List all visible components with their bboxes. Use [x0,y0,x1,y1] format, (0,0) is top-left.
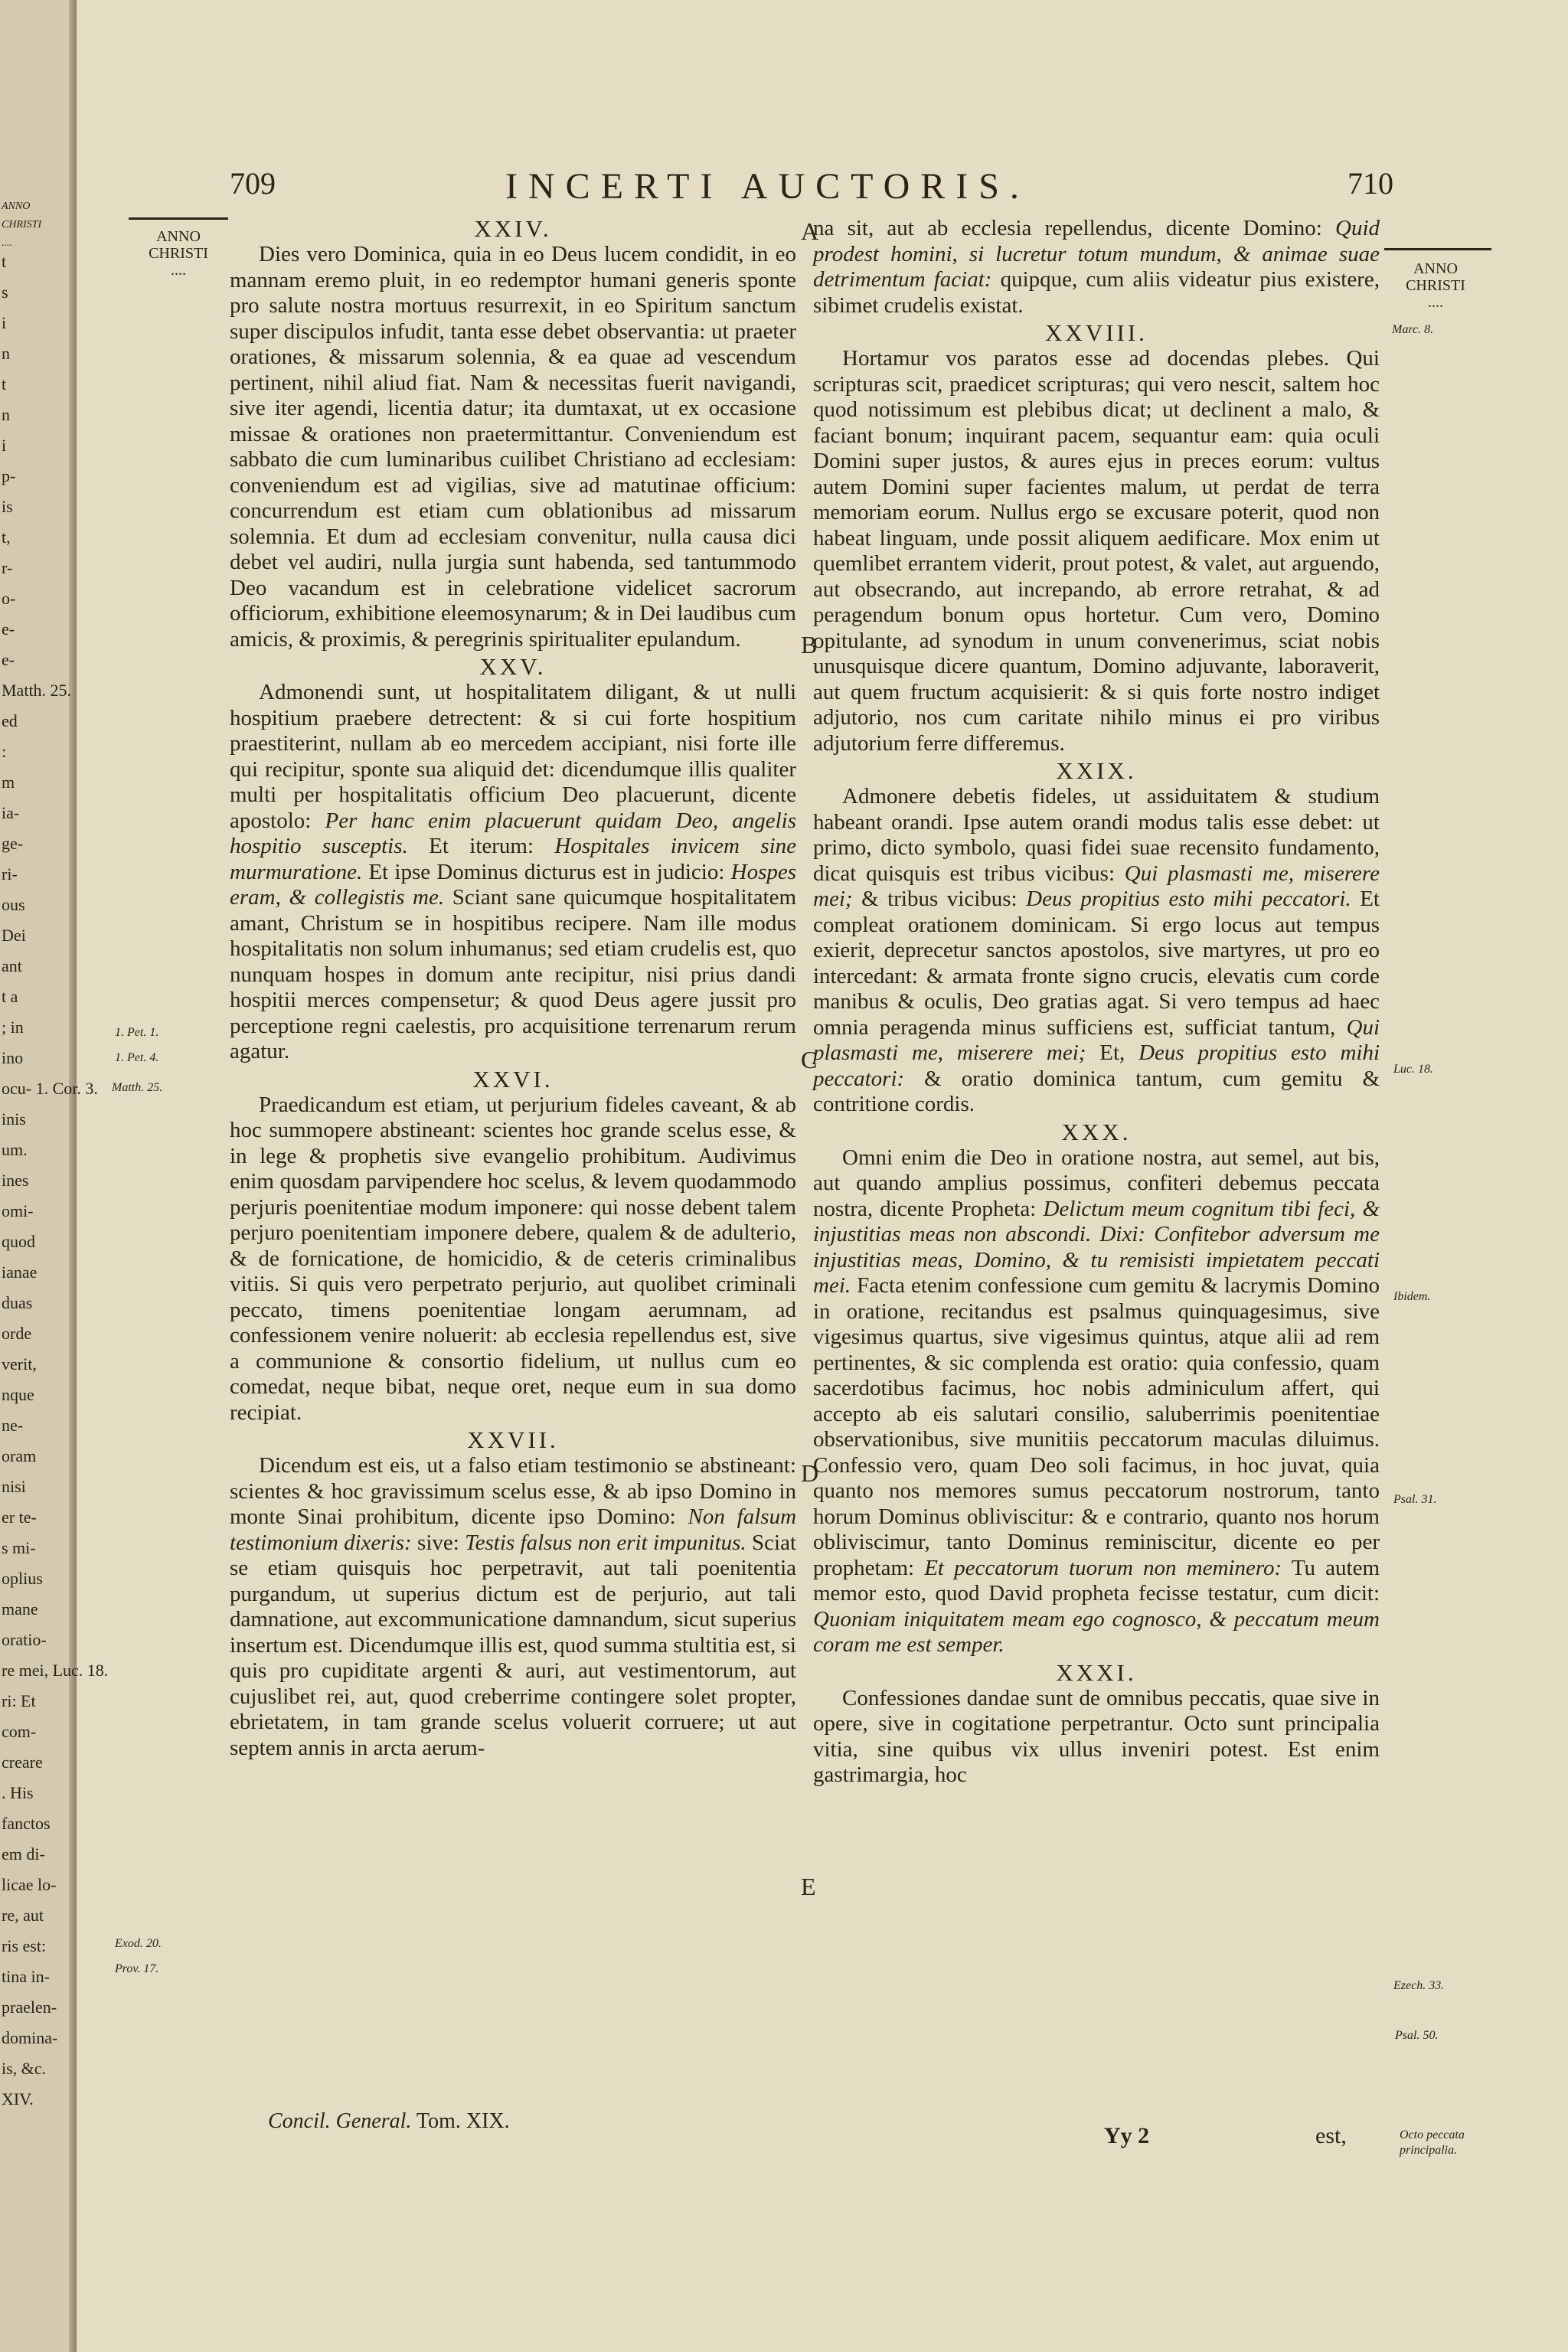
year-placeholder: .... [171,262,186,279]
facing-page-fragment: is [2,497,13,516]
quotation: Delictum meum cognitum tibi feci, & injustitias meas non abscondi. Dixi: Confitebor adversum me injustitias meas, Domino, & tu remisisti impietatem peccati mei. [813,1196,1380,1298]
paragraph-xxx: Omni enim die Deo in oratione nostra, aut semel, aut bis, aut quando amplius possimus, confiteri debemus peccata nostra, dicente Propheta: Delictum meum cognitum tibi feci, & injustitias meas non abscondi. Dixi: Confitebor adversum me injustitias meas, Domino, & tu remisisti impietatem peccati mei. Facta etenim confessione cum gemitu & lacrymis Domino in oratione, recitandus est psalmus quinquagesimus, sive vigesimus quartus, sive vigesimus quintus, atque alii ad rem pertinentes, & sic complenda est oratio: quia confessio, quam sacerdotibus facimus, hoc nobis adminiculum affert, qui accepto ab eis salutari consilio, saluberrimis poenitentiae observationibus, sive munitiis peccatorum maculas diluimus. Confessio vero, quam Deo soli facimus, in hoc juvat, quia quanto nos memores sumus peccatorum nostrorum, tanto horum Dominus obliviscitur: & e contrario, quanto nos horum obliviscimur, tanto Dominus reminiscitur, dicente eo per prophetam: Et peccatorum tuorum non meminero: Tu autem memor esto, quod David propheta fecisse testatur, cum dicit: Quoniam iniquitatem meam ego cognosco, & peccatum meum coram me est semper. [813,1145,1380,1657]
facing-page-fragment: .... [2,237,12,249]
facing-page-fragment: ino [2,1048,24,1067]
section-heading-xxxi: XXXI. [1056,1658,1137,1686]
facing-page-fragment: re, aut [2,1906,44,1925]
facing-page-fragment: . His [2,1783,34,1802]
facing-page-fragment: ris est: [2,1936,47,1955]
side-note-prov-17: Prov. 17. [115,1962,159,1975]
quotation: Non falsum testimonium dixeris: [230,1504,797,1555]
facing-page-fragment: r- [2,558,13,577]
anno-label: ANNO [156,228,201,245]
paragraph-xxix: Admonere debetis fideles, ut assiduitatem & studium habeant orandi. Ipse autem orandi modus talis esse debet: ut primo, dicto symbolo, quasi fidei suae recensito fundamento, dicat quisquis est tribus vicibus: Qui plasmasti me, miserere mei; & tribus vicibus: Deus propitius esto mihi peccatori. Et compleat orationem dominicam. Si ergo locus aut tempus exierit, deprecetur sanctos apostolos, sive martyres, ut pro eo intercedant: & armata fronte signo crucis, elevatis cum corde manibus & oculis, Deo gratias agat. Si vero tempus ad haec omnia peragenda minus sufficiens est, sufficiat tantum, Qui plasmasti me, miserere mei; Et, Deus propitius esto mihi peccatori: & oratio dominica tantum, cum gemitu & contritione cordis. [813,784,1380,1116]
section-heading-xxx: XXX. [1061,1118,1132,1145]
facing-page-fragment: licae lo- [2,1875,57,1894]
footer-series: Concil. General. [268,2109,412,2133]
paragraph-xxvii: Dicendum est eis, ut a falso etiam testimonio se abstineant: scientes & hoc gravissimum scelus esse, & ab ipso Domino in monte Sinai prohibitum, dicente ipso Domino: Non falsum testimonium dixeris: sive: Testis falsus non erit impunitus. Sciat se etiam quisquis hoc perpetravit, aut tali poenitentia purgandum, ut superius dictum est de perjurio, aut tali damnatione, aut excommunicatione damnandum, sicut superius insertum est. Dicendumque illis est, quod summa stultitia est, si quis pro cupiditate argenti & auri, aut vestimentorum, aut cujuslibet rei, aut, quod creberrime contingere solet propter, ebrietatem, in tam grande scelus voluerit corruere; ut aut septem annis in arcta aerum- [230,1453,797,1760]
paragraph-xxv: Admonendi sunt, ut hospitalitatem diligant, & ut nulli hospitium praebere detrectent: & si cui forte hospitium praestiterint, nullam ab eo mercedem accipiant, nisi forte ille qui recipitur, sponte sua aliquid det: dicendumque illis qualiter multi per hospitalitatis officium Deo placuerunt, dicente apostolo: Per hanc enim placuerunt quidam Deo, angelis hospitio susceptis. Et iterum: Hospitales invicem sine murmuratione. Et ipse Dominus dicturus est in judicio: Hospes eram, & collegistis me. Sciant sane quicumque hospitalitatem amant, Christum se in hospitibus recipere. Nam ille modus hospitalitatis non solum inhumanus; sed etiam crudelis est, quo nunquam hospes in domum ante recipitur, nisi prius dandi hospitii merces compensetur; & quod Deus agere jussit pro perceptione regni caelestis, pro acquisitione terrenarum rerum agatur. [230,680,797,1063]
quotation: Deus propitius esto mihi peccatori. [1026,887,1351,911]
facing-page-fragment: t a [2,987,18,1006]
side-note-luc-18: Luc. 18. [1393,1063,1433,1076]
quotation: Quoniam iniquitatem meam ego cognosco, & peccatum meum coram me est semper. [813,1606,1380,1657]
paragraph-xxvi: Praedicandum est etiam, ut perjurium fideles caveant, & ab hoc summopere abstineant: scientes hoc grande scelus esse, & in lege & prophetis sive evangelio prohibitum. Audivimus enim quosdam parvipendere hoc scelus, & levem quodammodo perjuris poenitentiae modum imponere: qui nosse debent talem perjuro poenitentiam imponere debere, qualem & de adulterio, & de fornicatione, de homicidio, & de ceteris criminalibus vitiis. Si quis vero perpetrato perjurio, aut quolibet criminali peccato, timens poenitentiae longam aerumnam, ad confessionem venire noluerit: ab ecclesia repellendus est, sive a communione & consortio fidelium, ut nullus cum eo comedat, neque bibat, neque oret, neque eum in sua domo recipiat. [230,1092,796,1425]
facing-page-fragment: tina in- [2,1967,50,1986]
facing-page-fragment: ant [2,956,22,975]
right-column [813,216,1380,1788]
anno-christi-right [1393,260,1478,311]
facing-page-fragment: mane [2,1599,38,1619]
facing-page-fragment: creare [2,1753,43,1772]
facing-page-fragment: ge- [2,834,24,853]
section-heading-xxvi: XXVI. [472,1065,554,1093]
facing-page-fragment: ri: Et [2,1691,36,1710]
quotation: Et peccatorum tuorum non meminero: [924,1555,1282,1580]
christi-label: CHRISTI [1406,277,1465,294]
facing-page-fragment: ous [2,895,25,914]
facing-page-fragment: p- [2,466,16,485]
facing-page-fragment: CHRISTI [2,219,42,230]
section-heading-xxiv: XXIV. [474,215,552,242]
anno-rule-right [1384,248,1491,250]
facing-page-fragment: n [2,344,10,363]
running-title: INCERTI AUCTORIS. [505,166,1030,207]
facing-page-fragment: ANNO [2,201,31,212]
facing-page-edge [0,0,109,2352]
facing-page-fragment: ri- [2,864,18,884]
side-note-matth-25: Matth. 25. [112,1081,163,1094]
facing-page-fragment: i [2,313,7,332]
footer-tome: Tom. XIX. [416,2109,510,2133]
year-placeholder: .... [1428,294,1443,311]
margin-letter-d: D [801,1459,819,1487]
facing-page-fragment: re mei, Luc. 18. [2,1661,109,1680]
facing-page-fragment: fanctos [2,1814,51,1833]
facing-page-fragment: com- [2,1722,37,1741]
facing-page-fragment: t, [2,528,11,547]
facing-page-fragment: XIV. [2,2089,34,2109]
quotation: Hospitales invicem sine murmuratione. [230,834,797,884]
facing-page-fragment: oratio- [2,1630,47,1649]
facing-page-fragment: Dei [2,926,26,945]
quotation: Hospes eram, & collegistis me. [230,859,797,910]
facing-page-fragment: um. [2,1140,28,1159]
side-note-principalia: principalia. [1400,2144,1458,2157]
facing-page-fragment: quod [2,1232,35,1251]
paragraph-continuation: na sit, aut ab ecclesia repellendus, dicente Domino: Quid prodest homini, si lucretur totum mundum, & animae suae detrimentum faciat: quipque, cum aliis videatur pius existere, sibimet crudelis existat. [813,216,1380,318]
facing-page-fragment: oplius [2,1569,43,1588]
facing-page-fragment: s [2,283,8,302]
facing-page-fragment: n [2,405,10,424]
facing-page-fragment: domina- [2,2028,58,2047]
anno-christi-left [136,228,220,279]
facing-page-fragment: ne- [2,1416,24,1435]
facing-page-fragment: e- [2,650,15,669]
facing-page-fragment: t [2,374,7,394]
facing-page-fragment: inis [2,1109,26,1129]
facing-page-fragment: ia- [2,803,20,822]
side-note-psal-50: Psal. 50. [1395,2029,1439,2042]
footer-volume [268,2109,510,2134]
side-note-ibidem: Ibidem. [1393,1290,1431,1303]
facing-page-fragment: ocu- 1. Cor. 3. [2,1079,98,1098]
facing-page-fragment: s mi- [2,1538,36,1557]
quotation: Quid prodest homini, si lucretur totum mundum, & animae suae detrimentum faciat: [813,216,1380,292]
anno-rule-left [129,217,228,220]
section-heading-xxvii: XXVII. [467,1426,559,1453]
facing-page-fragment: orde [2,1324,32,1343]
facing-page-fragment: i [2,436,7,455]
catchword: est, [1315,2123,1347,2148]
quotation: Qui plasmasti me, miserere mei; [813,1014,1380,1065]
side-note-1-pet-1: 1. Pet. 1. [115,1026,159,1039]
facing-page-fragment: e- [2,619,15,639]
facing-page-fragment: t [2,252,7,271]
facing-page-fragment: m [2,773,15,792]
facing-page-fragment: duas [2,1293,33,1312]
side-note-octo-peccata: Octo peccata [1400,2128,1465,2141]
paragraph-xxxi: Confessiones dandae sunt de omnibus peccatis, quae sive in opere, sive in cogitatione perpetrantur. Octo sunt principalia vitia, sine quibus vix ullus inveniri potest. Est enim gastrimargia, hoc [813,1685,1380,1787]
christi-label: CHRISTI [149,245,208,262]
facing-page-fragment: : [2,742,7,761]
facing-page-fragment: em di- [2,1844,45,1864]
quotation: Per hanc enim placuerunt quidam Deo, angelis hospitio susceptis. [230,808,797,858]
facing-page-fragment: ianae [2,1263,38,1282]
page-number-right: 710 [1348,166,1393,201]
side-note-ezech-33: Ezech. 33. [1393,1979,1445,1992]
facing-page-fragment: oram [2,1446,37,1465]
signature-mark: Yy 2 [1104,2123,1150,2148]
facing-page-fragment: ; in [2,1018,24,1037]
side-note-psal-31: Psal. 31. [1393,1493,1437,1506]
quotation: Deus propitius esto mihi peccatori: [813,1040,1380,1091]
running-header [230,165,1416,211]
left-column [230,216,796,1761]
facing-page-fragment: nisi [2,1477,26,1496]
facing-page-fragment: omi- [2,1201,34,1220]
facing-page-fragment: o- [2,589,16,608]
facing-page-fragment: er te- [2,1508,37,1527]
side-note-marc-8: Marc. 8. [1392,323,1434,336]
margin-letter-b: B [801,631,818,658]
section-heading-xxviii: XXVIII. [1045,319,1148,346]
facing-page-fragment: nque [2,1385,34,1404]
facing-page-fragment: is, &c. [2,2059,47,2078]
side-note-exod-20: Exod. 20. [115,1937,162,1950]
facing-page-fragment: verit, [2,1354,37,1374]
facing-page-fragment: ed [2,711,18,730]
section-heading-xxix: XXIX. [1056,757,1137,784]
quotation: Testis falsus non erit impunitus. [465,1530,746,1555]
book-gutter [69,0,77,2352]
paragraph-xxviii: Hortamur vos paratos esse ad docendas plebes. Qui scripturas scit, praedicet scripturas; qui vero nescit, saltem hoc quod notissimum est plebibus dicat; ut declinent a malo, & faciant bonum; inquirant pacem, sequantur eam: quia oculi Domini super justos, & aures ejus in preces eorum: vultus autem Domini super facientes malum, ut perdat de terra memoriam eorum. Nullus ergo se excusare poterit, quod non habeat linguam, unde possit aliquem aedificare. Mox enim ut quemlibet errantem viderit, prout potest, & valet, aut arguendo, aut obsecrando, aut increpando, ab errore retrahat, & ad peragendum bonum opus hortetur. Cum vero, Domino opitulante, ad synodum in unum convenerimus, sciat nobis unusquisque dicere quantum, Domino adjuvante, laboraverit, aut quem fructum acquisierit: & si quis forte nostro indiget adjutorio, nos cum caritate nihilo minus ei pro viribus adjutorium ferre differemus. [813,346,1380,756]
paragraph-xxiv: Dies vero Dominica, quia in eo Deus lucem condidit, in eo mannam eremo pluit, in eo redemptor humani generis sponte pro salute nostra mortuus resurrexit, in eo Spiritum sanctum super discipulos infudit, tanta esse debet observantia: ut praeter orationes, & missarum solennia, & ea quae ad vescendum pertinent, nihil aliud fiat. Nam & necessitas fuerit navigandi, sive iter agendi, licentia datur; ita dumtaxat, ut ex occasione missae & orationes non praetermittantur. Conveniendum est sabbato die cum luminaribus cuilibet Christiano ad ecclesiam: conveniendum est ad vigilias, sive ad matutinae officium: concurrendum est etiam cum oblationibus ad missarum solemnia. Et dum ad ecclesiam convenitur, nulla causa dici debet vel audiri, nulla jurgia sunt habenda, sed tantummodo Deo vacandum est in celebratione videlicet sacrorum officiorum, exhibitione eleemosynarum; & in Dei laudibus cum amicis, & proximis, & peregrinis spiritualiter epulandum. [230,242,796,652]
anno-label: ANNO [1413,260,1458,277]
margin-letter-c: C [801,1046,818,1073]
margin-letter-e: E [801,1873,816,1900]
facing-page-fragment: Matth. 25. [2,681,72,700]
page-number-left: 709 [230,166,276,201]
facing-page-fragment: ines [2,1171,29,1190]
facing-page-fragment: praelen- [2,1998,57,2017]
side-note-1-pet-4: 1. Pet. 4. [115,1051,159,1064]
quotation: Qui plasmasti me, miserere mei; [813,861,1380,911]
margin-letter-a: A [801,217,819,245]
section-heading-xxv: XXV. [479,653,547,680]
